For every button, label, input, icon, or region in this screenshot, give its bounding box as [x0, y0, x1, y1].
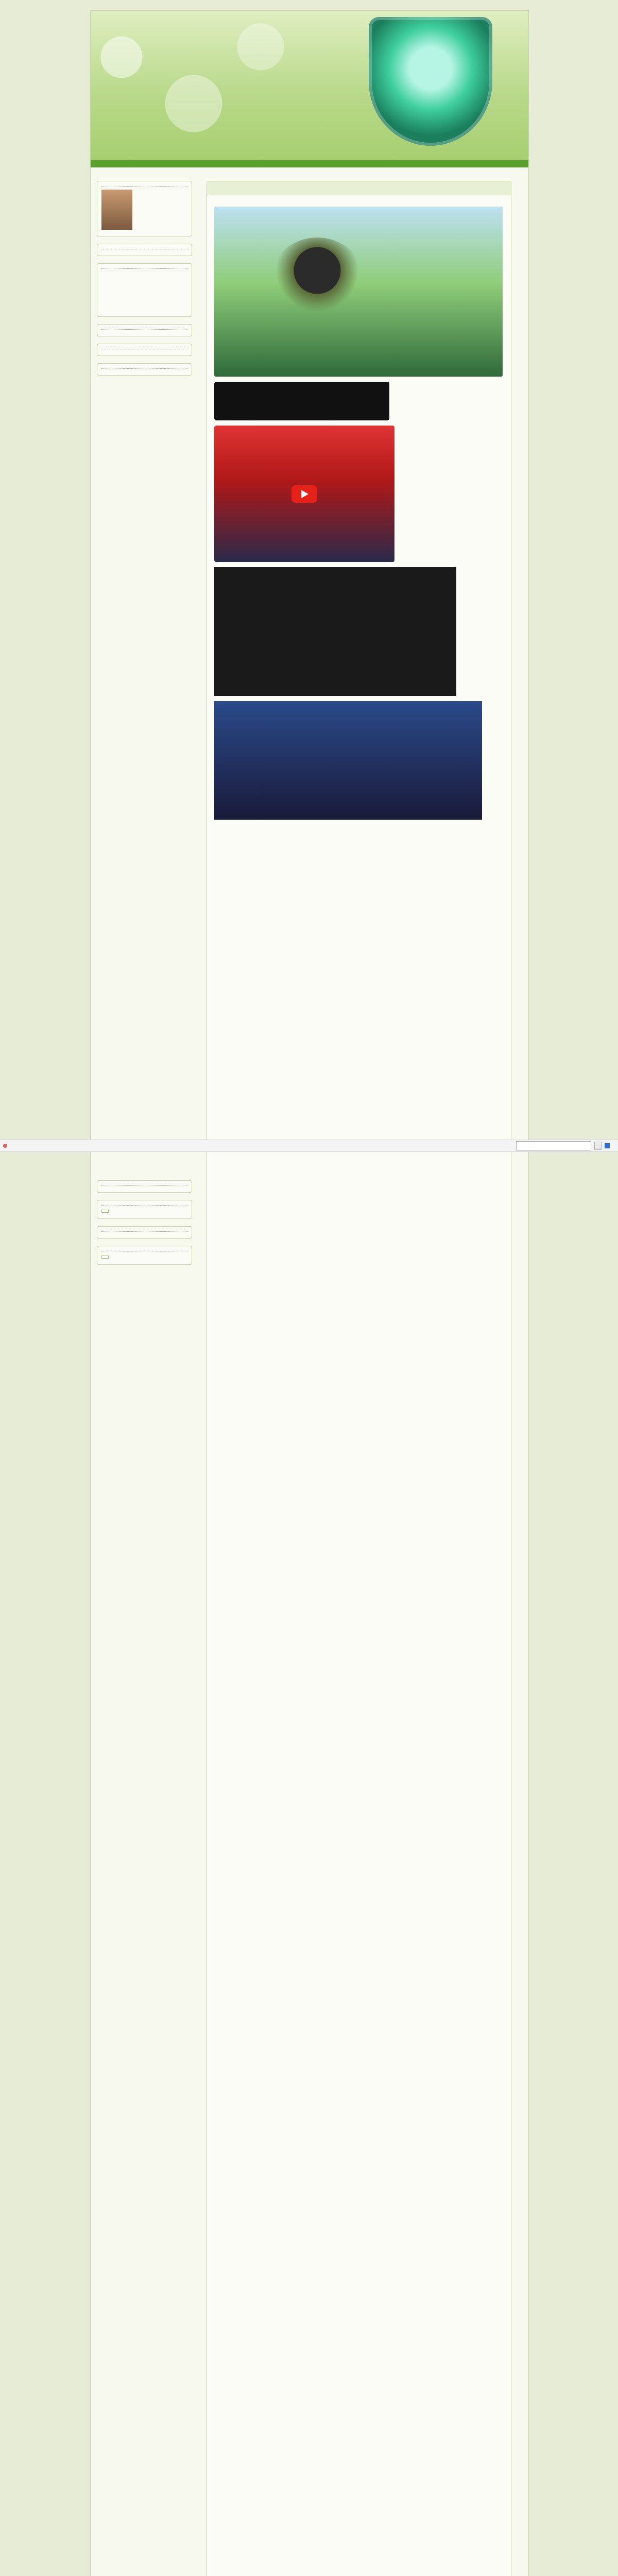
video-unavailable: [214, 567, 456, 696]
recent-entries-widget: [97, 324, 192, 336]
calendar-day[interactable]: [114, 285, 126, 291]
site-toolbar: [0, 1140, 618, 1152]
goo-news-widget: [97, 1246, 192, 1265]
calendar-day[interactable]: [163, 306, 175, 311]
post-image: [214, 701, 482, 820]
post-body: [207, 195, 511, 830]
toolbar-right: [516, 1141, 613, 1150]
widget-title: [101, 1184, 187, 1186]
login-widget: [97, 1200, 192, 1219]
calendar-day[interactable]: [163, 292, 175, 298]
calendar-day[interactable]: [114, 292, 126, 298]
calendar-day[interactable]: [150, 299, 163, 304]
widget-title: [101, 184, 187, 187]
goo-blog-footer-button[interactable]: [101, 1256, 109, 1259]
calendar-day[interactable]: [126, 285, 139, 291]
calendar-weekday: [114, 272, 126, 278]
post-hero-image: [214, 207, 503, 377]
calendar-day[interactable]: [114, 279, 126, 284]
login-button[interactable]: [101, 1210, 109, 1213]
blog-header: [91, 11, 528, 160]
calendar-day[interactable]: [150, 292, 163, 298]
calendar-weekday: [175, 272, 187, 278]
calendar-day[interactable]: [126, 279, 139, 284]
calendar-day[interactable]: [139, 285, 151, 291]
goo-recommend-widget: [97, 1226, 192, 1239]
goo-logo-icon: [3, 1144, 7, 1148]
calendar-day[interactable]: [175, 279, 187, 284]
backnumber-widget: [97, 363, 192, 376]
calendar-day[interactable]: [150, 285, 163, 291]
calendar-day[interactable]: [175, 299, 187, 304]
calendar-day[interactable]: [101, 279, 114, 284]
calendar-day[interactable]: [163, 299, 175, 304]
calendar-weekday: [163, 272, 175, 278]
header-image: [369, 17, 492, 146]
calendar-day[interactable]: [175, 285, 187, 291]
calendar-day[interactable]: [114, 306, 126, 311]
header-strip: [91, 160, 528, 167]
calendar-day[interactable]: [101, 285, 114, 291]
video-title: [214, 382, 389, 388]
page: [90, 10, 529, 2576]
widget-title: [101, 328, 187, 330]
calendar-day[interactable]: [150, 279, 163, 284]
calendar-grid: [101, 272, 187, 311]
calendar-day[interactable]: [126, 292, 139, 298]
message-widget: [97, 244, 192, 256]
calendar-weekday: [126, 272, 139, 278]
category-widget: [97, 344, 192, 356]
widget-title: [101, 347, 187, 349]
toolbar-left: [3, 1144, 15, 1148]
calendar-day[interactable]: [139, 279, 151, 284]
calendar-weekday: [139, 272, 151, 278]
calendar-day[interactable]: [175, 306, 187, 311]
widget-title: [101, 367, 187, 369]
video-embed[interactable]: [214, 382, 389, 420]
profile-widget: [97, 181, 192, 236]
widget-title: [101, 1249, 187, 1251]
widget-title: [101, 267, 187, 269]
search-button[interactable]: [594, 1142, 602, 1150]
widget-title: [101, 1230, 187, 1232]
profile-photo: [101, 190, 132, 230]
calendar-day[interactable]: [175, 292, 187, 298]
login-icon: [605, 1143, 610, 1148]
calendar-day[interactable]: [126, 299, 139, 304]
calendar-day[interactable]: [101, 306, 114, 311]
post-header: [207, 181, 511, 195]
main-post: [207, 181, 511, 2576]
play-icon[interactable]: [291, 485, 317, 503]
widget-title: [101, 1204, 187, 1206]
sidebar-bottom: [97, 1180, 192, 1272]
calendar-weekday: [150, 272, 163, 278]
bookmark-widget: [97, 1180, 192, 1193]
calendar-widget: [97, 263, 192, 317]
calendar-day[interactable]: [139, 292, 151, 298]
calendar-day[interactable]: [163, 279, 175, 284]
youtube-thumbnail[interactable]: [214, 426, 394, 562]
search-input[interactable]: [516, 1141, 591, 1150]
calendar-day[interactable]: [139, 299, 151, 304]
calendar-day[interactable]: [126, 306, 139, 311]
header-pattern: [91, 11, 307, 160]
widget-title: [101, 247, 187, 249]
calendar-day[interactable]: [101, 292, 114, 298]
calendar-day[interactable]: [101, 299, 114, 304]
sidebar-top: [97, 181, 192, 383]
calendar-day[interactable]: [150, 306, 163, 311]
calendar-weekday: [101, 272, 114, 278]
calendar-day[interactable]: [139, 306, 151, 311]
calendar-day[interactable]: [163, 285, 175, 291]
calendar-day[interactable]: [114, 299, 126, 304]
thumb-banner-text: [214, 279, 503, 356]
